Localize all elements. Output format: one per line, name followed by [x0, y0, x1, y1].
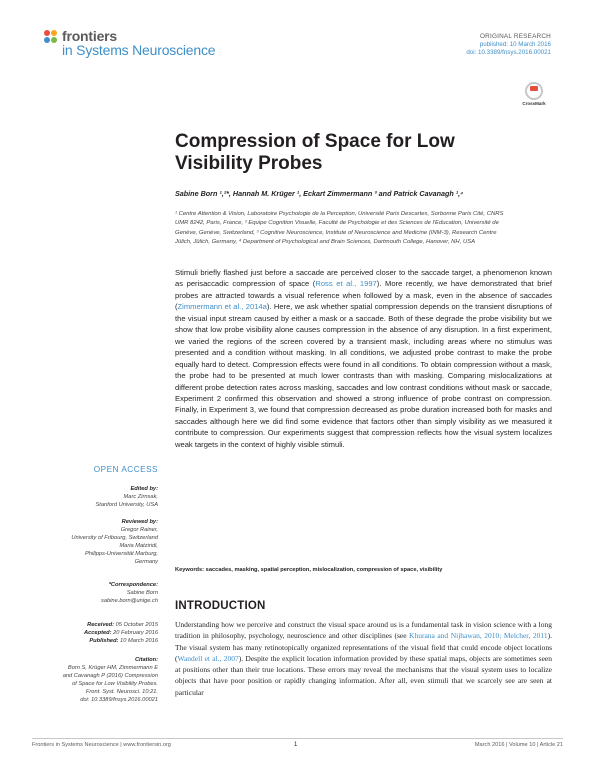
- intro-text: ). The visual system has many retinotopically organized representations of the visual field that could encode object locations (: [175, 631, 552, 663]
- article-type: ORIGINAL RESEARCH: [480, 33, 551, 40]
- footer-journal[interactable]: Frontiers in Systems Neuroscience | www.frontiersin.org: [32, 742, 171, 748]
- doi-link[interactable]: doi: 10.3389/fnsys.2016.00021: [466, 49, 551, 56]
- received-label: Received:: [87, 622, 115, 628]
- crossmark-badge[interactable]: [521, 82, 547, 106]
- intro-text: ). Despite the explicit location information provided by these spatial maps, objects are sometimes seen at positions other than their true locations. These errors may reveal the mechanisms that the visual system uses to localize objects that have poor position or rapidly changing information. After all, even stimuli that we scarcely see are seen at particular: [175, 653, 552, 697]
- reference-link[interactable]: Zimmermann et al., 2014a: [177, 302, 267, 312]
- citation-line: and Cavanagh P (2016) Compression: [62, 672, 158, 679]
- correspondence-email[interactable]: sabine.born@unige.ch: [101, 597, 158, 604]
- citation-line: of Space for Low Visibility Probes.: [72, 680, 158, 687]
- page-number: 1: [294, 742, 298, 748]
- intro-heading: INTRODUCTION: [175, 600, 266, 612]
- author-list: Sabine Born ¹,²*, Hannah M. Krüger ¹, Eckart Zimmermann ³ and Patrick Cavanagh ¹,⁴: [175, 189, 464, 198]
- abstract-text: ). More recently, we have demonstrated that brief probes are attracted towards a visual reference when followed by a mask, even in the absence of saccades (: [175, 279, 552, 312]
- citation-line[interactable]: doi: 10.3389/fnsys.2016.00021: [80, 696, 158, 703]
- affiliation-line: Jülich, Jülich, Germany, ⁴ Department of Psychological and Brain Sciences, Dartmouth College, Hanover, NH, USA: [175, 238, 476, 245]
- keywords-label: Keywords:: [175, 567, 205, 573]
- crossmark-label: CrossMark: [522, 101, 546, 106]
- reviewed-by: [71, 519, 158, 566]
- editor-line: Stanford University, USA: [95, 501, 158, 508]
- crossmark-icon: [525, 82, 543, 100]
- reviewer-line: University of Fribourg, Switzerland: [71, 534, 158, 541]
- brand-name: frontiers: [62, 28, 117, 44]
- citation-line: Born S, Krüger HM, Zimmermann E: [67, 664, 158, 671]
- citation-label: Citation:: [134, 657, 158, 663]
- intro-paragraph: [175, 619, 552, 698]
- frontiers-logo-icon: [44, 30, 58, 44]
- article-meta: [466, 33, 551, 57]
- title-line-2: Visibility Probes: [175, 153, 323, 174]
- accepted-date: 20 February 2016: [113, 629, 158, 636]
- citation-line: Front. Syst. Neurosci. 10:21.: [85, 688, 158, 695]
- reviewer-line: Maria Matziridi,: [119, 542, 158, 549]
- affiliations: [175, 210, 555, 247]
- intro-text: Understanding how we perceive and construct the visual space around us is a fundamental task in vision science with a long tradition in philosophy, psychology, neuroscience and other disciplines (see: [175, 620, 552, 641]
- correspondence-label: *Correspondence:: [108, 582, 158, 588]
- reviewer-line: Gregor Rainer,: [120, 526, 158, 533]
- affiliation-line: Genève, Genève, Switzerland, ³ Cognitive Neuroscience, Institute of Neuroscience and Medicine (INM-3), Research Centre: [175, 229, 497, 236]
- keywords: [175, 567, 552, 573]
- edited-by-label: Edited by:: [130, 486, 158, 492]
- reference-link[interactable]: Wandell et al., 2007: [177, 653, 239, 663]
- published-label: Published:: [89, 637, 119, 644]
- published-date: published: 10 March 2016: [479, 41, 551, 48]
- published-side-date: 10 March 2016: [120, 637, 158, 644]
- dates: [84, 622, 158, 646]
- abstract-text: Stimuli briefly flashed just before a saccade are perceived closer to the saccade target, a phenomenon known as perisaccadic compression of space (: [175, 268, 552, 289]
- accepted-label: Accepted:: [84, 629, 112, 636]
- affiliation-line: UMR 8242, Paris, France, ² Equipe Cognition Visuelle, Faculté de Psychologie et des Sciences de l'Education, Université de: [175, 220, 499, 227]
- affiliation-line: ¹ Centre Attention & Vision, Laboratoire Psychologie de la Perception, Université Paris Descartes, Sorbonne Paris Cité, CNRS: [175, 211, 504, 217]
- footer-divider: [32, 738, 563, 739]
- reviewer-line: Germany: [134, 558, 158, 565]
- journal-name: in Systems Neuroscience: [62, 42, 216, 58]
- received-date: 05 October 2015: [115, 622, 158, 628]
- editor-line: Marc Zirnsak,: [123, 493, 158, 500]
- reviewer-line: Philipps-Universität Marburg,: [84, 550, 158, 557]
- journal-logo[interactable]: [44, 28, 216, 64]
- reference-link[interactable]: Ross et al., 1997: [315, 279, 377, 289]
- reference-link[interactable]: Khurana and Nijhawan, 2010; Melcher, 2011: [409, 631, 548, 641]
- correspondence: [101, 582, 158, 606]
- correspondence-name: Sabine Born: [126, 589, 158, 596]
- title-line-1: Compression of Space for Low: [175, 131, 455, 152]
- abstract: [175, 267, 552, 450]
- reviewed-by-label: Reviewed by:: [121, 519, 158, 525]
- footer-issue: March 2016 | Volume 10 | Article 21: [474, 742, 563, 748]
- abstract-text: ). Here, we ask whether spatial compression depends on the transient disruptions of the visual input stream caused by either a mask or a saccade. Both of these degrade the probe visibility but we show that low probe visibility alone causes compression in the absence of any disruption. In a first experiment, we varied the regions of the screen covered by a transient mask, including areas where no stimulus was presented and a condition without masking. In all conditions, we adjusted probe contrast to make the probe equally hard to detect. Compression effects were found in all conditions. To obtain compression without a mask, the probe had to be presented at much lower contrasts than with masking. Comparing mislocalizations at different probe detection rates across masking, saccades and low contrast conditions without mask or saccade, Experiment 2 confirmed this observation and showed a strong influence of probe contrast on compression. Finally, in Experiment 3, we found that compression decreased as probe duration increased both for masks and saccades although here we did find some evidence that factors other than simply visibility as we measured it contribute to compression. Our experiments suggest that compression reflects how the visual system localizes weak targets in the context of highly visible stimuli.: [175, 302, 552, 449]
- edited-by: [96, 486, 158, 510]
- article-title: [175, 131, 515, 175]
- keywords-list: saccades, masking, spatial perception, mislocalization, compression of space, visibility: [205, 567, 443, 573]
- citation: [63, 657, 158, 704]
- open-access-badge: OPEN ACCESS: [93, 465, 158, 474]
